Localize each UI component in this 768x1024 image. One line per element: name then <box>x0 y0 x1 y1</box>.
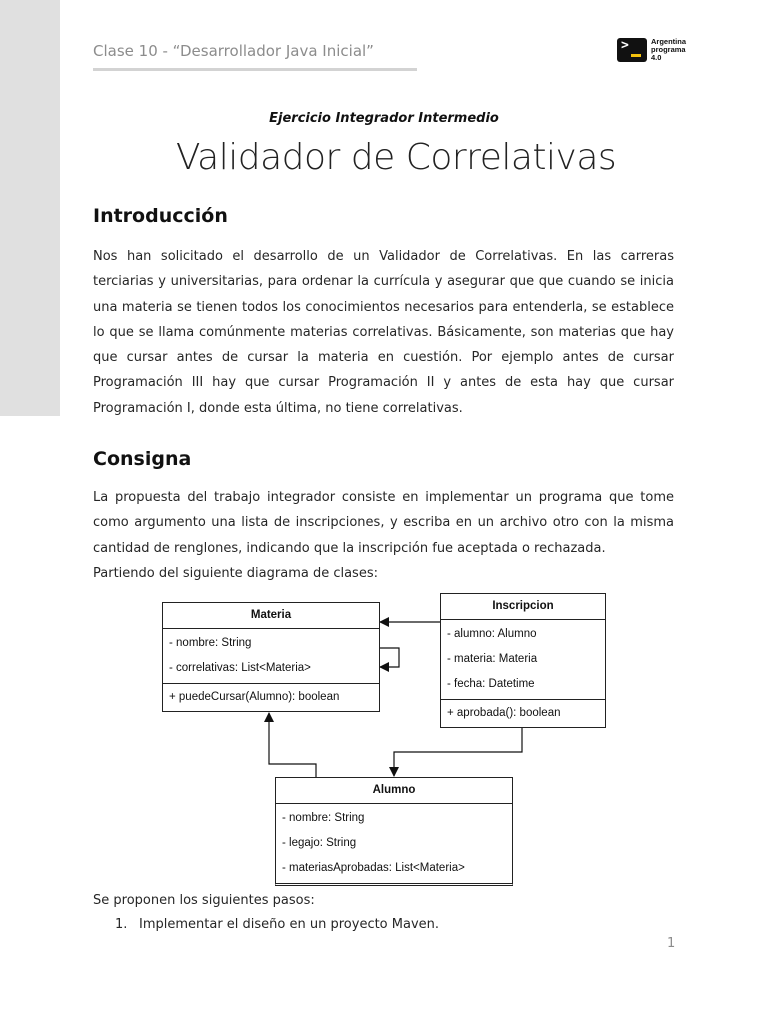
uml-operation: + aprobada(): boolean <box>441 699 605 727</box>
uml-attribute: - alumno: Alumno <box>447 628 537 640</box>
uml-attribute: - nombre: String <box>169 637 252 649</box>
page-number: 1 <box>667 936 676 951</box>
list-item-number: 1. <box>115 917 128 932</box>
consigna-paragraph: La propuesta del trabajo integrador consiste en implementar un programa que tome como argumento una lista de inscripciones, y escriba en un archivo otro con la misma cantidad de renglones, indicando que la inscripción fue aceptada o rechazada. <box>93 490 674 556</box>
materia-self-connector <box>379 648 399 667</box>
uml-attribute: - materiasAprobadas: List<Materia> <box>282 862 465 874</box>
list-item-text: Implementar el diseño en un proyecto Maven. <box>139 917 440 932</box>
uml-attribute: - correlativas: List<Materia> <box>169 662 311 674</box>
uml-attribute: - fecha: Datetime <box>447 678 535 690</box>
intro-paragraph: Nos han solicitado el desarrollo de un Validador de Correlativas. En las carreras terciarias y universitarias, para ordenar la currícula y asegurar que que cuando se inicia una materia se tienen todos los conocimientos necesarios para entenderla, se establece lo que se llama comúnmente materias correlativas. Básicamente, son materias que hay que cursar antes de cursar la materia en cuestión. Por ejemplo antes de cursar Programación III hay que cursar Programación II y antes de esta hay que cursar Programación I, donde esta última, no tiene correlativas. <box>93 249 674 416</box>
uml-class-name: Alumno <box>276 778 512 804</box>
document-title: Validador de Correlativas <box>175 137 617 178</box>
uml-attribute: - legajo: String <box>282 837 357 849</box>
uml-attribute: - nombre: String <box>282 812 365 824</box>
consigna-heading: Consigna <box>93 448 192 470</box>
alumno-materia-connector <box>269 713 316 777</box>
intro-heading: Introducción <box>93 205 228 227</box>
document-subtitle: Ejercicio Integrador Intermedio <box>269 111 499 126</box>
uml-operation: + puedeCursar(Alumno): boolean <box>163 683 379 711</box>
logo-text: Argentina programa 4.0 <box>651 37 687 62</box>
uml-class-materia <box>162 602 380 712</box>
steps-intro: Se proponen los siguientes pasos: <box>93 893 315 908</box>
uml-attribute: - materia: Materia <box>447 653 538 665</box>
header-title: Clase 10 - “Desarrollador Java Inicial” <box>93 42 374 60</box>
uml-class-inscripcion <box>440 593 606 728</box>
inscripcion-alumno-connector <box>394 727 522 776</box>
diagram-intro: Partiendo del siguiente diagrama de clases: <box>93 566 378 581</box>
terminal-icon: > <box>617 38 647 62</box>
uml-class-alumno <box>275 777 513 886</box>
uml-class-name: Inscripcion <box>441 594 605 620</box>
list-item <box>115 917 439 932</box>
uml-class-name: Materia <box>163 603 379 629</box>
